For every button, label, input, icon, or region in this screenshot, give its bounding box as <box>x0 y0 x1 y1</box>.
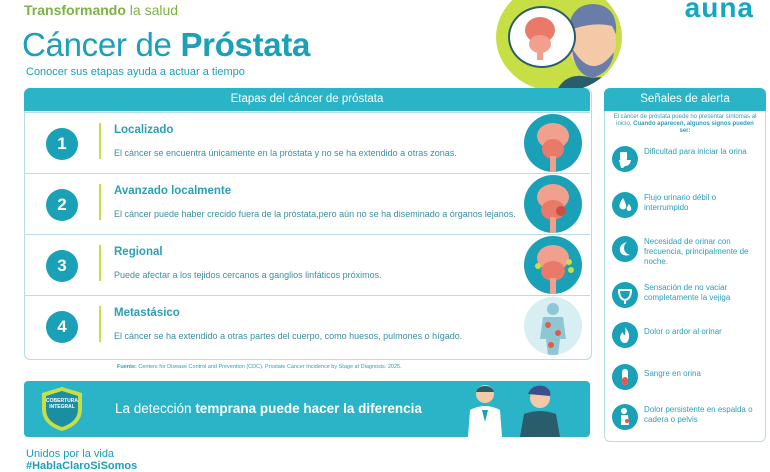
sign-item <box>612 142 762 178</box>
divider <box>99 306 101 342</box>
source-label: Fuente: <box>117 364 137 370</box>
stage-number: 4 <box>46 311 78 343</box>
stages-panel-title: Etapas del cáncer de próstata <box>24 88 590 111</box>
back-pain-icon <box>612 404 638 430</box>
coverage-badge <box>40 385 84 433</box>
sign-text: Flujo urinario débil o interrumpido <box>644 193 717 212</box>
stage-name: Localizado <box>114 124 174 136</box>
source-citation <box>117 364 402 370</box>
cta-text-pre: La detección <box>115 401 196 416</box>
stage-number: 3 <box>46 250 78 282</box>
prostate-bubble <box>508 6 576 68</box>
sign-item <box>612 360 762 396</box>
divider <box>99 184 101 220</box>
sign-text: Dolor persistente en espalda o cadera o pelvis <box>644 405 753 424</box>
body-metastasis-icon <box>524 297 582 355</box>
stage-row <box>24 295 590 356</box>
stage-name: Regional <box>114 246 163 258</box>
sign-item <box>612 318 762 354</box>
signs-intro-bold: Cuando aparecen, algunos signos pueden ser: <box>633 121 754 134</box>
sign-text: Dolor o ardor al orinar <box>644 327 722 336</box>
page-title <box>22 26 310 64</box>
sign-item <box>612 188 762 224</box>
moon-icon <box>612 236 638 262</box>
title-bold: Próstata <box>180 26 311 63</box>
kicker-rest: la salud <box>125 2 179 18</box>
stage-description: El cáncer se ha extendido a otras partes del cuerpo, como huesos, pulmones o hígado. <box>114 331 463 341</box>
sign-text: Sensación de no vaciar completamente la vejiga <box>644 283 731 302</box>
brand-logo[interactable]: auna <box>684 0 754 23</box>
sign-item <box>612 278 762 314</box>
cta-text-bold: temprana puede hacer la diferencia <box>195 401 422 416</box>
badge-line1: COBERTURA <box>46 398 78 404</box>
divider <box>99 123 101 159</box>
divider <box>99 245 101 281</box>
prostate-advanced-icon <box>524 175 582 233</box>
kicker <box>24 2 178 18</box>
prostate-localized-icon <box>524 114 582 172</box>
stage-row <box>24 112 590 173</box>
doctor-patient-illustration <box>440 380 580 437</box>
footer <box>26 448 137 472</box>
badge-line2: INTEGRAL <box>49 404 75 410</box>
stage-description: El cáncer se encuentra únicamente en la próstata y no se ha extendido a otras zonas. <box>114 148 457 158</box>
test-tube-icon <box>612 364 638 390</box>
cta-message <box>115 401 422 416</box>
stage-name: Metastásico <box>114 307 180 319</box>
stage-description: El cáncer puede haber crecido fuera de la próstata,pero aún no se ha diseminado a órganos lejanos. <box>114 209 516 219</box>
stage-description: Puede afectar a los tejidos cercanos a ganglios linfáticos próximos. <box>114 270 382 280</box>
source-text: Centers for Disease Control and Prevention (CDC). Prostate Cancer Incidence by Stage at Diagnosis. 2025. <box>136 364 402 370</box>
title-light: Cáncer de <box>22 26 181 63</box>
sign-text: Necesidad de orinar con frecuencia, principalmente de noche. <box>644 237 749 266</box>
footer-line1: Unidos por la vida <box>26 448 115 460</box>
signs-intro <box>612 114 758 135</box>
stage-row <box>24 173 590 234</box>
droplets-icon <box>612 192 638 218</box>
stage-row <box>24 234 590 295</box>
sign-item <box>612 232 762 268</box>
sign-item <box>612 400 762 436</box>
kicker-bold: Transformando <box>24 2 126 18</box>
prostate-regional-icon <box>524 236 582 294</box>
prostate-icon <box>510 8 570 62</box>
stage-number: 1 <box>46 128 78 160</box>
stage-name: Avanzado localmente <box>114 185 232 197</box>
footer-hashtag: #HablaClaroSiSomos <box>26 460 138 472</box>
page-subtitle: Conocer sus etapas ayuda a actuar a tiempo <box>26 66 245 78</box>
flame-icon <box>612 322 638 348</box>
signs-intro-pre: El cáncer de próstata puede no presentar síntomas al inicio. <box>613 114 757 127</box>
sign-text: Sangre en orina <box>644 369 701 378</box>
stage-number: 2 <box>46 189 78 221</box>
sign-text: Dificultad para iniciar la orina <box>644 147 747 156</box>
signs-panel-title: Señales de alerta <box>604 88 766 111</box>
toilet-icon <box>612 146 638 172</box>
bladder-icon <box>612 282 638 308</box>
